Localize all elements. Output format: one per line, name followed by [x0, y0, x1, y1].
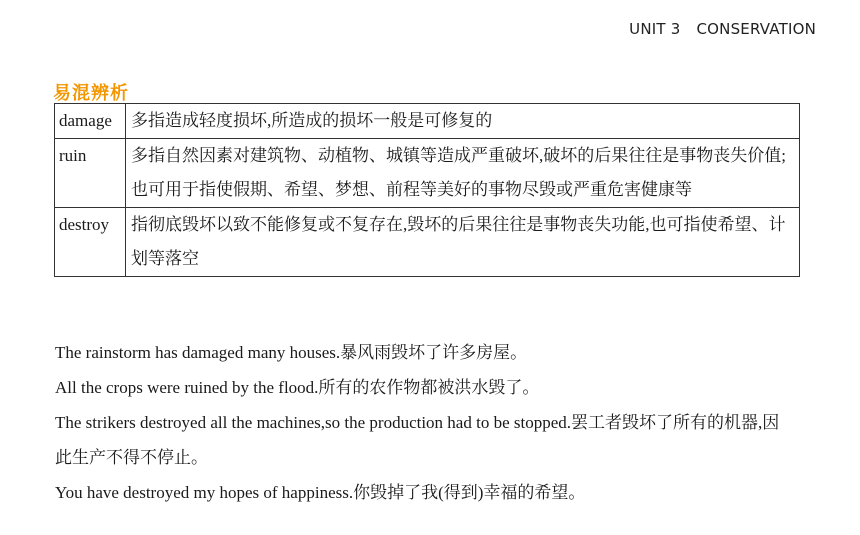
unit-topic: CONSERVATION — [696, 20, 816, 38]
table-row — [55, 139, 800, 208]
description-cell: 多指自然因素对建筑物、动植物、城镇等造成严重破坏,破坏的后果往往是事物丧失价值;也可用于指使假期、希望、梦想、前程等美好的事物尽毁或严重危害健康等 — [126, 139, 800, 208]
table-row — [55, 208, 800, 277]
example-sentence: All the crops were ruined by the flood.所有的农作物都被洪水毁了。 — [55, 378, 540, 397]
word-cell: damage — [55, 104, 126, 139]
word-cell: destroy — [55, 208, 126, 277]
example-sentences — [55, 335, 795, 510]
section-title: 易混辨析 — [53, 83, 129, 104]
unit-header — [629, 20, 816, 38]
description-cell: 多指造成轻度损坏,所造成的损坏一般是可修复的 — [126, 104, 800, 139]
unit-number: UNIT 3 — [629, 20, 681, 38]
comparison-table — [54, 103, 800, 277]
example-sentence: The strikers destroyed all the machines,so the production had to be stopped.罢工者毁坏了所有的机器,因此生产不得不停止。 — [55, 413, 780, 467]
example-sentence: The rainstorm has damaged many houses.暴风雨毁坏了许多房屋。 — [55, 343, 528, 362]
table-row — [55, 104, 800, 139]
example-sentence: You have destroyed my hopes of happiness.你毁掉了我(得到)幸福的希望。 — [55, 483, 586, 502]
word-cell: ruin — [55, 139, 126, 208]
description-cell: 指彻底毁坏以致不能修复或不复存在,毁坏的后果往往是事物丧失功能,也可指使希望、计划等落空 — [126, 208, 800, 277]
